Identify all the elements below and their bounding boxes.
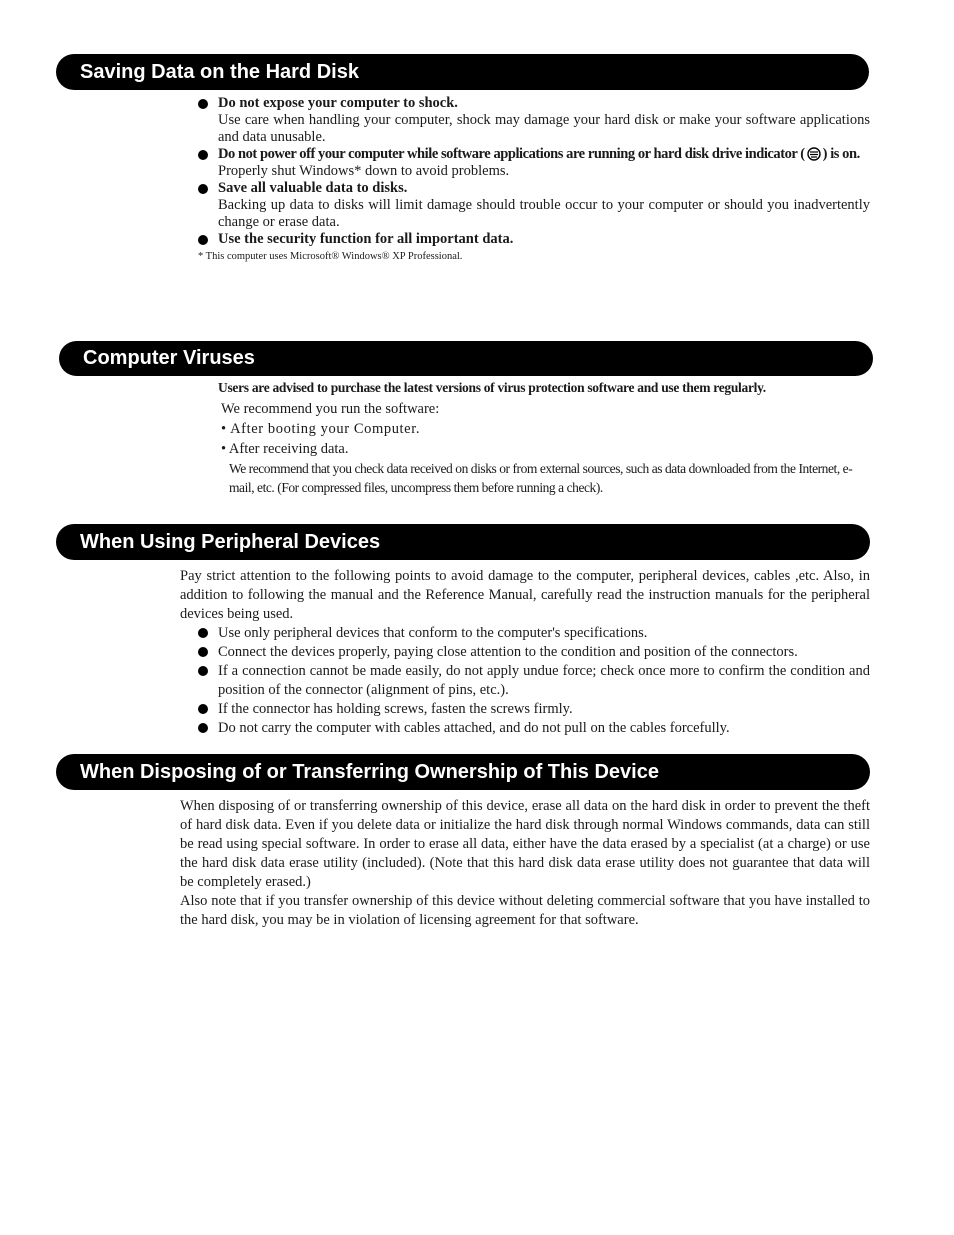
section-header-disposing [56,754,870,790]
virus-when-2: • After receiving data. [221,441,349,457]
list-item [198,662,870,700]
bullet-icon [198,704,208,714]
bullet-icon [198,723,208,733]
disposing-paragraph-2: Also note that if you transfer ownership of this device without deleting commercial software that you have installed to the hard disk, you may be in violation of licensing agreement for that software. [180,893,870,928]
peripheral-content [180,567,870,738]
list-item [198,231,870,248]
hard-disk-indicator-icon [807,147,821,161]
list-item [198,624,870,643]
item-text: Use only peripheral devices that conform to the computer's specifications. [218,625,648,641]
section-header-viruses [59,341,873,376]
item-body: Properly shut Windows* down to avoid problems. [218,163,510,179]
item-text: Connect the devices properly, paying close attention to the condition and position of the connectors. [218,644,798,660]
viruses-content [218,379,872,497]
list-item [198,180,870,231]
bullet-icon [198,184,208,194]
item-body: Backing up data to disks will limit damage should trouble occur to your computer or should you inadvertently change or erase data. [218,197,870,230]
bullet-icon [198,628,208,638]
section-title: When Using Peripheral Devices [80,530,381,553]
virus-advice: Users are advised to purchase the latest versions of virus protection software and use them regularly. [218,380,766,395]
item-heading: Do not expose your computer to shock. [218,95,458,111]
item-heading [218,146,870,163]
footnote: * This computer uses Microsoft® Windows® XP Professional. [198,251,463,262]
virus-when-1: • After booting your Computer. [221,421,421,437]
saving-list [198,95,870,264]
list-item [198,719,870,738]
item-text: If the connector has holding screws, fasten the screws firmly. [218,701,573,717]
peripheral-intro: Pay strict attention to the following points to avoid damage to the computer, peripheral devices, cables ,etc. Also, in addition to following the manual and the Reference Manual, carefully read the instruction manuals for the peripheral devices being used. [180,568,870,622]
disposing-paragraph-1: When disposing of or transferring ownership of this device, erase all data on the hard disk in order to prevent the theft of hard disk data. Even if you delete data or initialize the hard disk through normal Windows commands, data can still be read using special software. In order to erase all data, either have the data erased by a specialist (at a charge) or use the hard disk data erase utility (included). (Note that this hard disk data erase utility does not guarantee that data will be completely erased.) [180,798,870,890]
item-text: If a connection cannot be made easily, do not apply undue force; check once more to confirm the condition and position of the connector (alignment of pins, etc.). [218,663,870,698]
item-body: Use care when handling your computer, shock may damage your hard disk or make your software applications and data unusable. [218,112,870,145]
section-header-peripheral [56,524,870,560]
section-title: Computer Viruses [83,347,255,369]
bullet-icon [198,99,208,109]
virus-note: We recommend that you check data received on disks or from external sources, such as data downloaded from the Internet, e-mail, etc. (For compressed files, uncompress them before running a check). [229,461,853,495]
list-item [198,700,870,719]
item-heading: Save all valuable data to disks. [218,180,408,196]
list-item [198,146,870,180]
item-heading-part: Do not power off your computer while software applications are running or hard disk drive indicator ( [218,146,805,162]
item-heading: Use the security function for all important data. [218,231,514,247]
section-title: Saving Data on the Hard Disk [80,60,359,83]
item-text: Do not carry the computer with cables attached, and do not pull on the cables forcefully. [218,720,730,736]
disposing-content [180,797,870,930]
bullet-icon [198,666,208,676]
virus-recommend: We recommend you run the software: [221,401,440,417]
section-title: When Disposing of or Transferring Ownership of This Device [80,760,659,783]
item-heading-part: ) is on. [822,146,860,162]
section-header-saving [56,54,869,90]
list-item [198,643,870,662]
bullet-icon [198,647,208,657]
bullet-icon [198,235,208,245]
bullet-icon [198,150,208,160]
list-item [198,95,870,146]
